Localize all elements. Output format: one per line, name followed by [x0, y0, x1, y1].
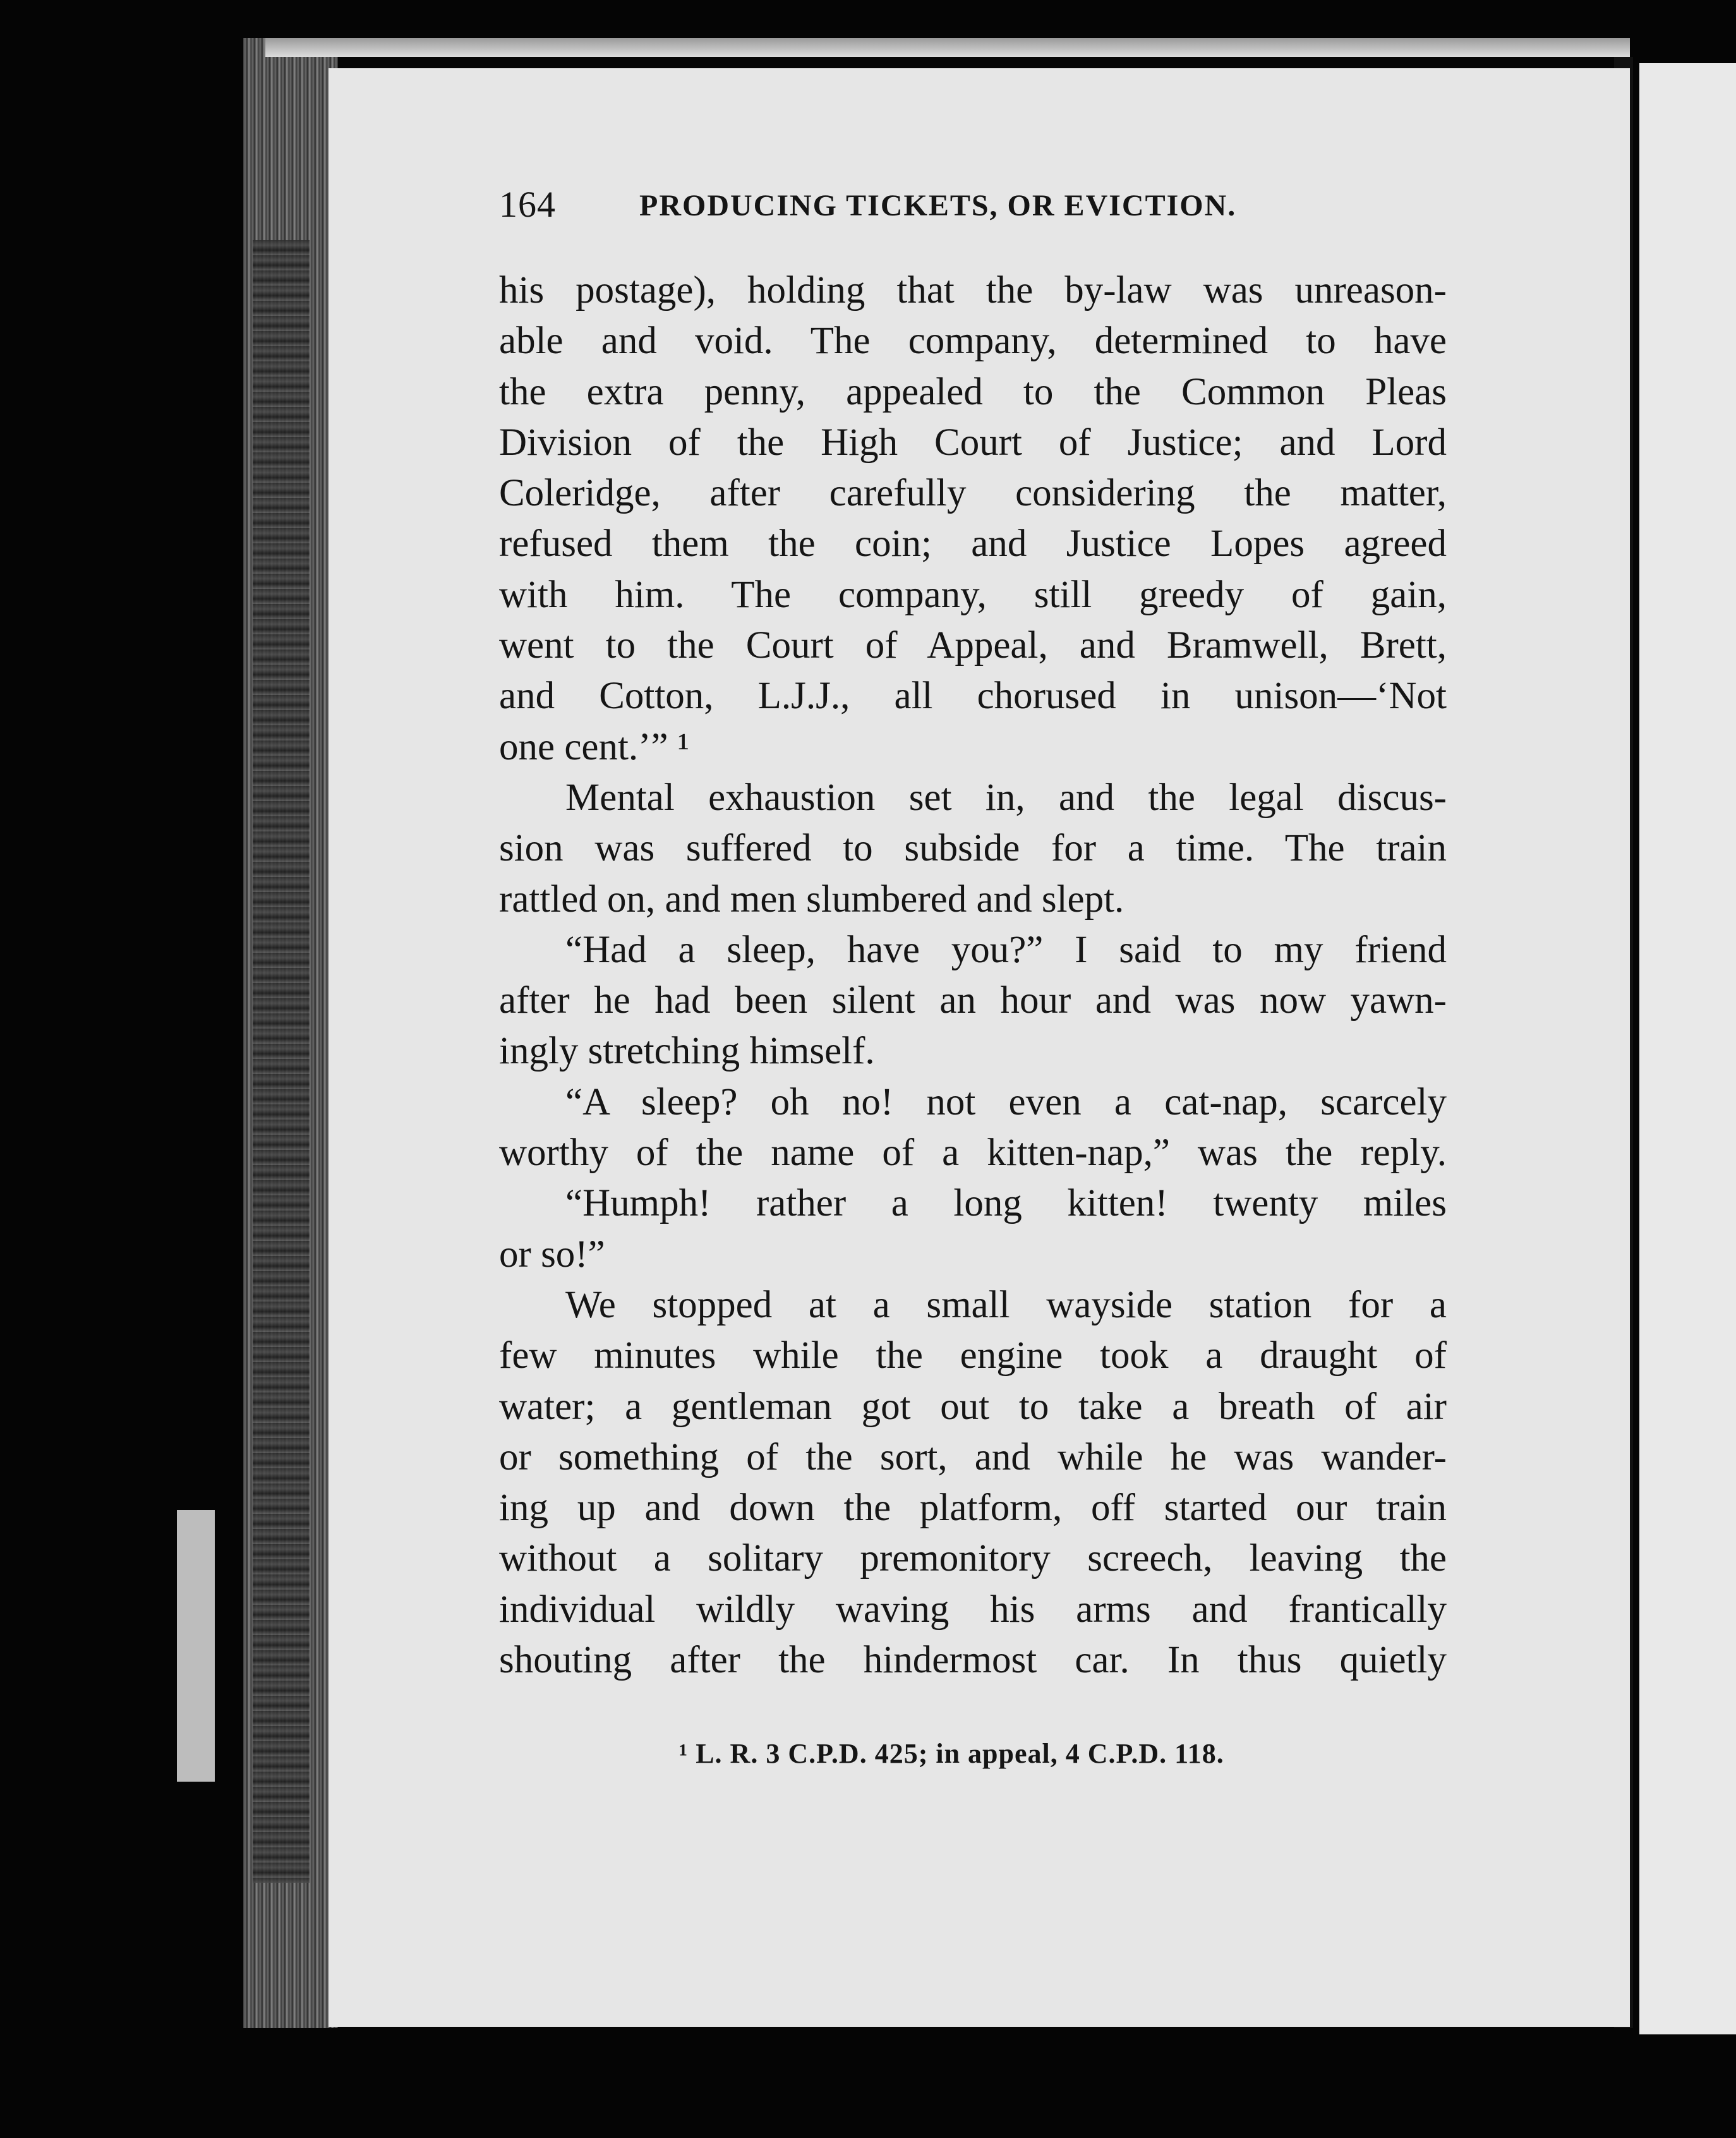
- text-line: “A sleep? oh no! not even a cat-nap, scarcely: [565, 1080, 1447, 1123]
- text-line: or something of the sort, and while he was wander-: [499, 1435, 1447, 1478]
- text-line: “Had a sleep, have you?” I said to my friend: [565, 928, 1447, 971]
- text-line: Coleridge, after carefully considering the matter,: [499, 472, 1447, 515]
- top-page-edge: [265, 38, 1630, 57]
- text-line: went to the Court of Appeal, and Bramwell, Brett,: [499, 624, 1447, 667]
- text-line: individual wildly waving his arms and frantically: [499, 1588, 1447, 1631]
- text-line: and Cotton, L.J.J., all chorused in unison—‘Not: [499, 675, 1447, 718]
- text-line: worthy of the name of a kitten-nap,” was the reply.: [499, 1132, 1447, 1175]
- text-line: refused them the coin; and Justice Lopes agreed: [499, 522, 1447, 565]
- page-header: [499, 183, 1434, 240]
- text-line: his postage), holding that the by-law was unreason-: [499, 269, 1447, 311]
- text-line: with him. The company, still greedy of gain,: [499, 573, 1447, 616]
- page-edge-tab: [177, 1510, 215, 1782]
- text-line: or so!”: [499, 1233, 605, 1276]
- text-line: water; a gentleman got out to take a breath of air: [499, 1385, 1447, 1428]
- text-line: after he had been silent an hour and was now yawn-: [499, 979, 1447, 1022]
- facing-page: [1639, 63, 1736, 2034]
- text-line: one cent.’” ¹: [499, 725, 690, 768]
- text-line: without a solitary premonitory screech, leaving the: [499, 1537, 1447, 1580]
- text-line: “Humph! rather a long kitten! twenty miles: [565, 1182, 1447, 1225]
- text-line: ingly stretching himself.: [499, 1030, 875, 1073]
- running-head: PRODUCING TICKETS, OR EVICTION.: [639, 189, 1237, 222]
- text-line: sion was suffered to subside for a time. The train: [499, 827, 1447, 870]
- text-line: Division of the High Court of Justice; and Lord: [499, 421, 1447, 464]
- page-edges-shadow: [253, 240, 310, 1883]
- page-body-text: [499, 265, 1447, 1686]
- text-line: able and void. The company, determined to have: [499, 320, 1447, 363]
- page-number: 164: [499, 184, 556, 225]
- text-line: We stopped at a small wayside station for a: [565, 1283, 1447, 1326]
- text-line: ing up and down the platform, off started our train: [499, 1487, 1447, 1530]
- text-line: shouting after the hindermost car. In thus quietly: [499, 1639, 1447, 1682]
- text-line: Mental exhaustion set in, and the legal discus-: [565, 776, 1447, 819]
- text-line: few minutes while the engine took a draught of: [499, 1334, 1447, 1377]
- text-line: the extra penny, appealed to the Common Pleas: [499, 370, 1447, 413]
- text-line: rattled on, and men slumbered and slept.: [499, 878, 1124, 921]
- footnote: ¹ L. R. 3 C.P.D. 425; in appeal, 4 C.P.D. 118.: [679, 1738, 1224, 1769]
